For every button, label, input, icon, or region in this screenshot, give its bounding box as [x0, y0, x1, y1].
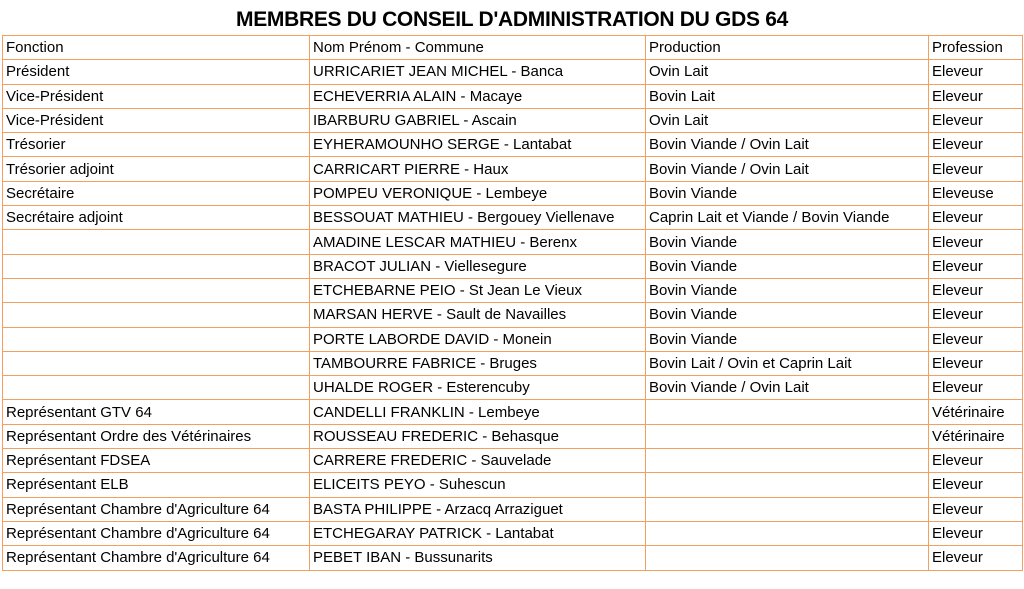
cell-fonction: Représentant Chambre d'Agriculture 64 [3, 497, 310, 521]
cell-profession: Eleveur [929, 376, 1023, 400]
cell-production [646, 497, 929, 521]
cell-production: Bovin Lait [646, 84, 929, 108]
table-row [3, 376, 1023, 400]
cell-fonction: Représentant Chambre d'Agriculture 64 [3, 521, 310, 545]
cell-fonction: Vice-Président [3, 84, 310, 108]
cell-nom-commune: BASTA PHILIPPE - Arzacq Arraziguet [310, 497, 646, 521]
table-row [3, 278, 1023, 302]
cell-production: Ovin Lait [646, 108, 929, 132]
cell-profession: Eleveur [929, 449, 1023, 473]
table-row [3, 327, 1023, 351]
table-row [3, 181, 1023, 205]
cell-nom-commune: TAMBOURRE FABRICE - Bruges [310, 351, 646, 375]
cell-nom-commune: MARSAN HERVE - Sault de Navailles [310, 303, 646, 327]
table-row [3, 60, 1023, 84]
cell-nom-commune: ETCHEGARAY PATRICK - Lantabat [310, 521, 646, 545]
cell-nom-commune: BRACOT JULIAN - Viellesegure [310, 254, 646, 278]
cell-nom-commune: BESSOUAT MATHIEU - Bergouey Viellenave [310, 206, 646, 230]
cell-profession: Eleveur [929, 157, 1023, 181]
cell-nom-commune: CARRICART PIERRE - Haux [310, 157, 646, 181]
cell-profession: Eleveur [929, 206, 1023, 230]
cell-fonction [3, 351, 310, 375]
header-production: Production [646, 36, 929, 60]
table-row [3, 424, 1023, 448]
table-row [3, 108, 1023, 132]
cell-profession: Eleveur [929, 521, 1023, 545]
header-fonction: Fonction [3, 36, 310, 60]
cell-profession: Eleveur [929, 278, 1023, 302]
table-row [3, 473, 1023, 497]
cell-fonction: Vice-Président [3, 108, 310, 132]
cell-production [646, 473, 929, 497]
cell-fonction: Trésorier [3, 133, 310, 157]
cell-fonction: Secrétaire [3, 181, 310, 205]
cell-production: Bovin Viande [646, 303, 929, 327]
table-row [3, 254, 1023, 278]
cell-production: Bovin Viande / Ovin Lait [646, 157, 929, 181]
cell-fonction [3, 376, 310, 400]
cell-profession: Eleveur [929, 108, 1023, 132]
cell-fonction [3, 230, 310, 254]
cell-fonction: Représentant Ordre des Vétérinaires [3, 424, 310, 448]
cell-nom-commune: ETCHEBARNE PEIO - St Jean Le Vieux [310, 278, 646, 302]
cell-profession: Eleveur [929, 546, 1023, 570]
cell-production: Bovin Viande [646, 278, 929, 302]
cell-nom-commune: POMPEU VERONIQUE - Lembeye [310, 181, 646, 205]
cell-production: Bovin Viande [646, 181, 929, 205]
members-table [2, 35, 1023, 571]
cell-profession: Eleveur [929, 327, 1023, 351]
cell-nom-commune: CARRERE FREDERIC - Sauvelade [310, 449, 646, 473]
cell-profession: Vétérinaire [929, 400, 1023, 424]
cell-production: Bovin Viande / Ovin Lait [646, 376, 929, 400]
cell-profession: Eleveur [929, 351, 1023, 375]
table-row [3, 84, 1023, 108]
page-title: MEMBRES DU CONSEIL D'ADMINISTRATION DU GDS 64 [236, 8, 788, 31]
table-row [3, 157, 1023, 181]
cell-fonction: Représentant GTV 64 [3, 400, 310, 424]
table-row [3, 303, 1023, 327]
cell-production: Bovin Viande [646, 327, 929, 351]
table-row [3, 133, 1023, 157]
cell-production [646, 521, 929, 545]
table-header-row [3, 36, 1023, 60]
table-row [3, 400, 1023, 424]
cell-production: Bovin Viande / Ovin Lait [646, 133, 929, 157]
cell-production: Ovin Lait [646, 60, 929, 84]
cell-profession: Eleveur [929, 133, 1023, 157]
table-row [3, 230, 1023, 254]
table-row [3, 546, 1023, 570]
cell-nom-commune: EYHERAMOUNHO SERGE - Lantabat [310, 133, 646, 157]
cell-nom-commune: ROUSSEAU FREDERIC - Behasque [310, 424, 646, 448]
cell-fonction: Représentant FDSEA [3, 449, 310, 473]
cell-fonction: Représentant Chambre d'Agriculture 64 [3, 546, 310, 570]
cell-profession: Eleveur [929, 254, 1023, 278]
cell-nom-commune: URRICARIET JEAN MICHEL - Banca [310, 60, 646, 84]
cell-production [646, 546, 929, 570]
cell-production: Bovin Lait / Ovin et Caprin Lait [646, 351, 929, 375]
table-row [3, 497, 1023, 521]
cell-fonction [3, 254, 310, 278]
cell-nom-commune: UHALDE ROGER - Esterencuby [310, 376, 646, 400]
cell-profession: Eleveur [929, 230, 1023, 254]
cell-profession: Eleveur [929, 60, 1023, 84]
cell-nom-commune: CANDELLI FRANKLIN - Lembeye [310, 400, 646, 424]
cell-profession: Vétérinaire [929, 424, 1023, 448]
cell-production: Caprin Lait et Viande / Bovin Viande [646, 206, 929, 230]
cell-production: Bovin Viande [646, 254, 929, 278]
table-row [3, 449, 1023, 473]
cell-production: Bovin Viande [646, 230, 929, 254]
cell-nom-commune: PEBET IBAN - Bussunarits [310, 546, 646, 570]
cell-nom-commune: IBARBURU GABRIEL - Ascain [310, 108, 646, 132]
cell-fonction [3, 278, 310, 302]
cell-production [646, 449, 929, 473]
cell-profession: Eleveuse [929, 181, 1023, 205]
header-profession: Profession [929, 36, 1023, 60]
cell-production [646, 424, 929, 448]
cell-fonction: Trésorier adjoint [3, 157, 310, 181]
table-row [3, 521, 1023, 545]
cell-nom-commune: ECHEVERRIA ALAIN - Macaye [310, 84, 646, 108]
cell-nom-commune: PORTE LABORDE DAVID - Monein [310, 327, 646, 351]
cell-profession: Eleveur [929, 84, 1023, 108]
cell-nom-commune: ELICEITS PEYO - Suhescun [310, 473, 646, 497]
table-row [3, 351, 1023, 375]
cell-profession: Eleveur [929, 303, 1023, 327]
cell-fonction [3, 303, 310, 327]
cell-fonction: Représentant ELB [3, 473, 310, 497]
cell-nom-commune: AMADINE LESCAR MATHIEU - Berenx [310, 230, 646, 254]
header-nom-prenom-commune: Nom Prénom - Commune [310, 36, 646, 60]
cell-fonction: Secrétaire adjoint [3, 206, 310, 230]
cell-production [646, 400, 929, 424]
table-row [3, 206, 1023, 230]
cell-fonction: Président [3, 60, 310, 84]
cell-profession: Eleveur [929, 473, 1023, 497]
cell-profession: Eleveur [929, 497, 1023, 521]
cell-fonction [3, 327, 310, 351]
